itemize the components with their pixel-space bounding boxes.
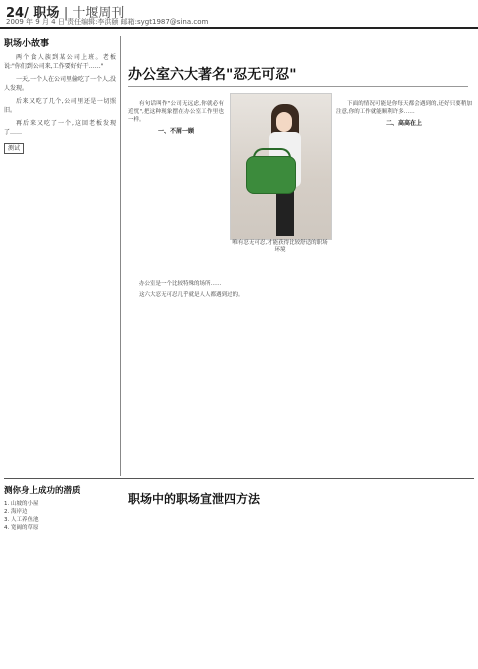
list-item: 3. 人工养鱼池 bbox=[4, 517, 39, 523]
left-paragraph: 两个食人族到某公司上班。老板说:"你们到公司来,工作要好好干……" bbox=[4, 54, 116, 70]
article-paragraph: 有句话叫作"公司无远虑,你就必有近忧",把这种现象摆在办公室工作里也一样。 bbox=[128, 101, 224, 123]
test-tag: 测试 bbox=[4, 143, 24, 154]
left-paragraph: 一天,一个人在公司里偷吃了一个人,没人发现。 bbox=[4, 76, 116, 92]
article-paragraph: 下面的情况可能是你每天都会遇到的,还好只要稍加注意,你的工作就能顺利许多…… bbox=[336, 101, 472, 115]
article-lower-text bbox=[128, 280, 472, 302]
left-column-title: 职场小故事 bbox=[4, 39, 50, 49]
article-paragraph: 这六大忍无可忍几乎就是人人都遇到过的。 bbox=[139, 292, 244, 298]
page-header bbox=[0, 0, 478, 30]
left-paragraph: 后来又吃了几个,公司里还是一切照旧。 bbox=[4, 98, 116, 114]
section-label: 24/ 职场 bbox=[6, 6, 60, 21]
bottom-article-title: 职场中的职场宣泄四方法 bbox=[128, 492, 261, 506]
main-title-text: 办公室六大著名"忍无可忍" bbox=[128, 67, 297, 83]
article-subhead: 一、不屑一顾 bbox=[157, 128, 194, 135]
option-list bbox=[4, 500, 116, 532]
article-column-2 bbox=[336, 100, 472, 132]
photo-face bbox=[276, 112, 292, 132]
article-photo bbox=[230, 93, 332, 240]
title-underline bbox=[128, 86, 468, 87]
left-column bbox=[4, 40, 116, 154]
photo-caption: 唯有忍无可忍,才能获得比较舒适的职场环境 bbox=[232, 240, 328, 253]
article-column-1 bbox=[128, 100, 224, 140]
header-rule bbox=[0, 27, 478, 29]
list-item: 2. 海岸边 bbox=[4, 509, 28, 515]
article-paragraph: 办公室是一个比较特殊的场所…… bbox=[139, 281, 222, 287]
header-meta: 2009 年 9 月 4 日 责任编辑:李洪颐 邮箱:sygt1987@sina.com bbox=[6, 18, 209, 26]
article-subhead: 二、高高在上 bbox=[385, 120, 422, 127]
list-item: 4. 宽阔的草原 bbox=[4, 525, 39, 531]
left-paragraph: 再后来又吃了一个,这回老板发现了…… bbox=[4, 120, 116, 136]
list-item: 1. 山坡的小屋 bbox=[4, 501, 39, 507]
section-divider bbox=[4, 478, 474, 479]
main-article-title bbox=[128, 64, 468, 84]
bottom-left-title: 测你身上成功的潜质 bbox=[4, 486, 81, 496]
photo-bag bbox=[246, 156, 296, 194]
bottom-left-box bbox=[4, 484, 116, 532]
column-divider bbox=[120, 36, 121, 476]
subsection-label: | 十堰周刊 bbox=[63, 6, 125, 21]
